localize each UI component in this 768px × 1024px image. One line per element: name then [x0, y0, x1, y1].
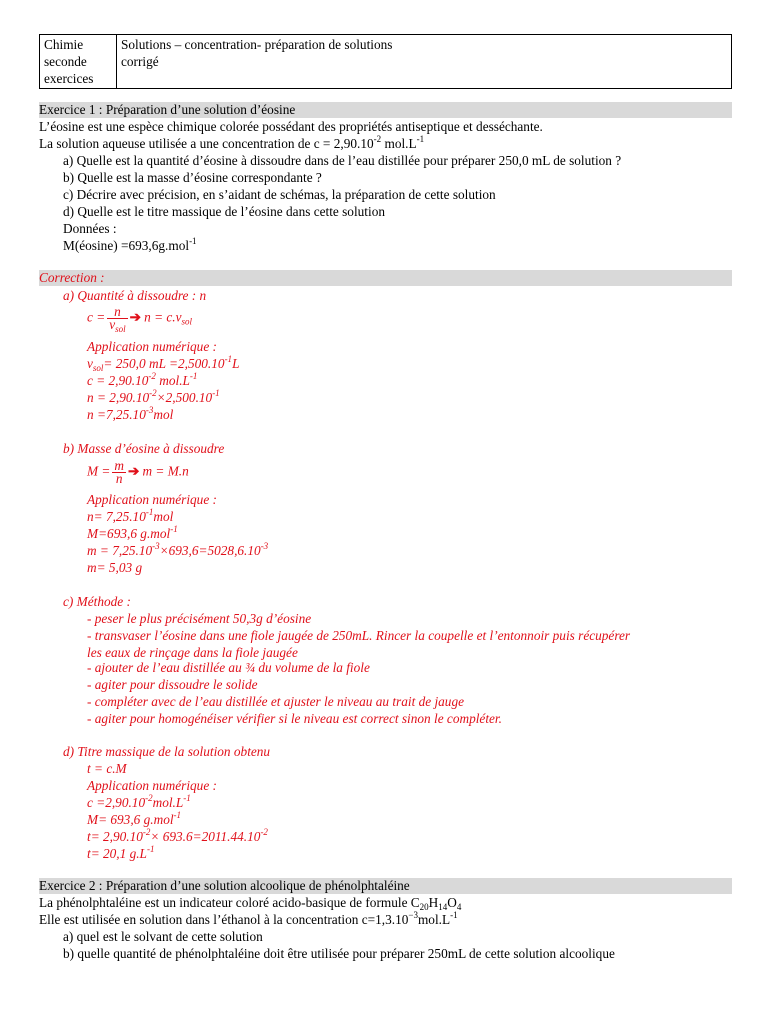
corr-a-line-1: $v_{sol}= 250,0$ mL $=2,500.10^{-1}L$ [87, 354, 240, 373]
exercise-1-title-band [39, 102, 732, 118]
ex1-intro-1: L’éosine est une espèce chimique colorée possédant des propriétés antiseptique et desséchante. [39, 119, 543, 134]
corr-c-step: - agiter pour dissoudre le solide [87, 677, 258, 692]
corr-b-heading: b) Masse d’éosine à dissoudre [63, 441, 225, 456]
header-level: seconde [44, 54, 87, 69]
header-subject-cell [40, 35, 117, 89]
corr-a-app: Application numérique : [87, 339, 217, 354]
corr-a-heading: a) Quantité à dissoudre : n [63, 288, 207, 303]
ex2-line-2: Elle est utilisée en solution dans l’éthanol à la concentration $c=1,3.10^{-3}mol.L^{-1}$ [39, 910, 458, 927]
corr-d-app: Application numérique : [87, 778, 217, 793]
ex2-line-1: La phénolphtaléine est un indicateur coloré acido-basique de formule $C_{20}H_{14}O_4$ [39, 895, 462, 912]
correction-title-band [39, 270, 732, 286]
header-table [39, 34, 732, 89]
ex1-intro-2: La solution aqueuse utilisée a une concentration de $c = 2,90.10^{-2}$ $mol.L^{-1}$ [39, 134, 425, 151]
corr-c-step: - compléter avec de l’eau distillée et ajuster le niveau au trait de jauge [87, 694, 465, 709]
corr-b-app: Application numérique : [87, 492, 217, 507]
corr-c-heading: c) Méthode : [63, 594, 131, 609]
ex1-question-a: a) Quelle est la quantité d’éosine à dissoudre dans de l’eau distillée pour préparer 250,0 mL de solution ? [63, 153, 622, 168]
corr-d-line-1: $c =2,90.10^{-2}mol.L^{-1}$ [87, 793, 191, 810]
corr-a-line-3: $n = 2,90.10^{-2}\times 2,500.10^{-1}$ [87, 388, 220, 405]
corr-b-formula: M = $\frac{m}{n}$ ➔ m = M.n [87, 458, 189, 486]
corr-b-line-4: m= 5,03 g [87, 560, 143, 575]
arrow-icon: ➔ [129, 309, 141, 325]
fraction-n-over-v: $\frac{n}{v_{sol}}$ [109, 304, 126, 334]
corr-c-step: - agiter pour homogénéiser vérifier si le niveau est correct sinon le compléter. [87, 711, 502, 726]
correction-title: Correction : [39, 270, 105, 285]
header-type: exercices [44, 71, 94, 86]
corr-d-line-2: M= 693,6 g.mol$^{-1}$ [87, 810, 182, 827]
corr-c-step: - peser le plus précisément 50,3g d’éosine [87, 611, 312, 626]
exercise-1-title: Exercice 1 : Préparation d’une solution d’éosine [39, 102, 296, 117]
corr-c-step: les eaux de rinçage dans la fiole jaugée [87, 645, 298, 660]
corr-a-line-2: $c = 2,90.10^{-2}$ $mol.L^{-1}$ [87, 371, 198, 388]
corr-b-line-2: M=693,6 g.mol$^{-1}$ [87, 524, 178, 541]
exercise-2-title-band [39, 878, 732, 894]
ex1-donnees: Données : [63, 221, 117, 236]
corr-d-heading: d) Titre massique de la solution obtenu [63, 744, 271, 759]
ex1-question-c: c) Décrire avec précision, en s’aidant de schémas, la préparation de cette solution [63, 187, 496, 202]
header-subject: Chimie [44, 37, 84, 52]
header-subtitle: corrigé [121, 54, 159, 69]
corr-c-step: - transvaser l’éosine dans une fiole jaugée de 250mL. Rincer la coupelle et l’entonnoir puis récupérer [87, 628, 631, 643]
corr-d-line-4: t= 20,1 $g.L^{-1}$ [87, 844, 155, 861]
corr-b-line-3: $m = 7,25.10^{-3}\times 693,6=5028,6.10^{-3}$ [87, 541, 269, 558]
corr-a-formula: c = $\frac{n}{v_{sol}}$ ➔ $n = c.v_{sol}$ [87, 304, 193, 334]
header-title: Solutions – concentration- préparation de solutions [121, 37, 393, 52]
corr-d-line-3: $t= 2,90.10^{-2}\times 693.6=2011.44.10^{-2}$ [87, 827, 268, 844]
ex1-question-d: d) Quelle est le titre massique de l’éosine dans cette solution [63, 204, 385, 219]
corr-d-formula: t = c.M [87, 761, 127, 776]
header-title-cell [117, 35, 732, 89]
exercise-2-title: Exercice 2 : Préparation d’une solution alcoolique de phénolphtaléine [39, 878, 410, 893]
corr-c-step: - ajouter de l’eau distillée au ¾ du volume de la fiole [87, 660, 370, 675]
ex2-question-b: b) quelle quantité de phénolphtaléine doit être utilisée pour préparer 250mL de cette solution alcoolique [63, 946, 615, 961]
corr-b-line-1: $n= 7,25.10^{-1}mol$ [87, 507, 174, 524]
corr-a-line-4: $n =7,25.10^{-3}mol$ [87, 405, 174, 422]
ex1-molar-mass: M(éosine) =693,6g.mol$^{-1}$ [63, 236, 197, 253]
ex2-question-a: a) quel est le solvant de cette solution [63, 929, 263, 944]
ex1-question-b: b) Quelle est la masse d’éosine correspondante ? [63, 170, 322, 185]
fraction-m-over-n: $\frac{m}{n}$ [114, 458, 124, 486]
arrow-icon: ➔ [127, 463, 140, 479]
